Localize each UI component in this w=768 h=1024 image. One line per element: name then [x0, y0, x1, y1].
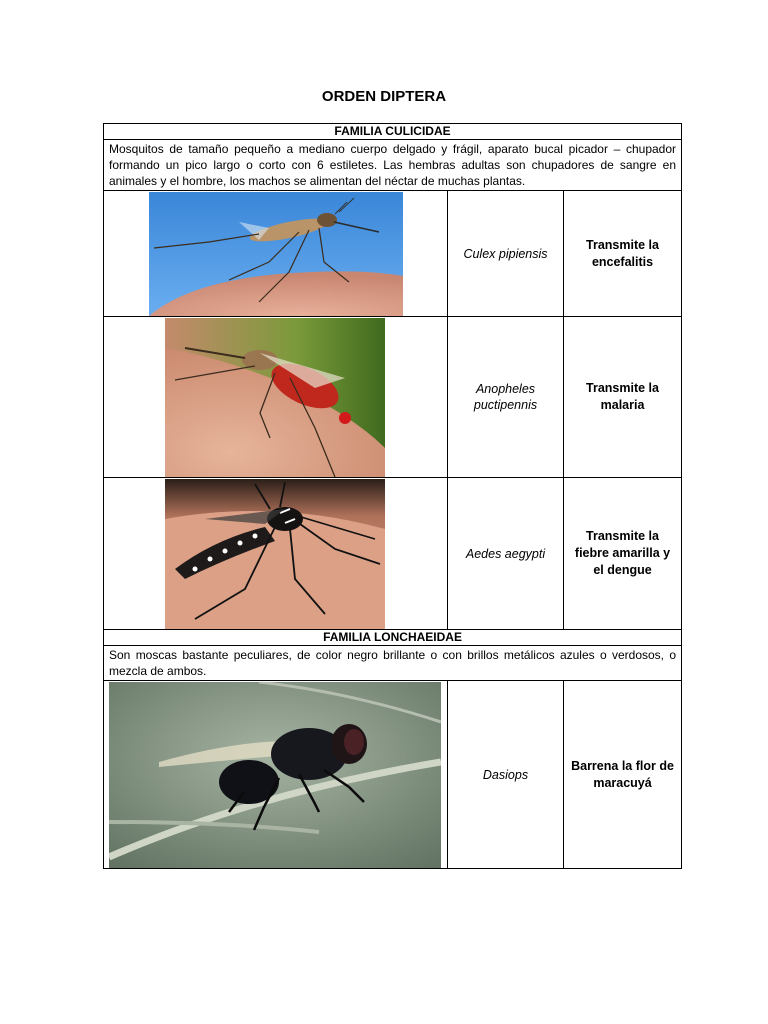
family-name-culicidae: FAMILIA CULICIDAE [104, 124, 682, 140]
species-photo-cell [104, 681, 448, 869]
family-description-culicidae: Mosquitos de tamaño pequeño a mediano cuerpo delgado y frágil, aparato bucal picador – chupador formando un pico largo o corto con 6 estiletes. Las hembras adultas son chupadores de sangre en animales y el hombre, los machos se alimentan del néctar de muchas plantas. [104, 140, 682, 191]
species-name: Aedes aegypti [448, 478, 564, 630]
species-name: Culex pipiensis [448, 191, 564, 317]
species-name: Dasiops [448, 681, 564, 869]
species-role: Barrena la flor de maracuyá [564, 681, 682, 869]
diptera-table [103, 123, 682, 869]
family-name-lonchaeidae: FAMILIA LONCHAEIDAE [104, 630, 682, 646]
species-photo-cell [104, 317, 448, 478]
species-role: Transmite la encefalitis [564, 191, 682, 317]
family-description-lonchaeidae: Son moscas bastante peculiares, de color negro brillante o con brillos metálicos azules o verdosos, o mezcla de ambos. [104, 646, 682, 681]
species-role: Transmite la fiebre amarilla y el dengue [564, 478, 682, 630]
black-fly-on-stem-photo [109, 682, 441, 868]
mosquito-on-skin-photo [149, 192, 403, 316]
species-role: Transmite la malaria [564, 317, 682, 478]
aedes-aegypti-photo [165, 479, 385, 629]
species-photo-cell [104, 191, 448, 317]
anopheles-feeding-photo [165, 318, 385, 477]
page-title: ORDEN DIPTERA [321, 88, 447, 105]
species-name: Anopheles puctipennis [448, 317, 564, 478]
species-photo-cell [104, 478, 448, 630]
